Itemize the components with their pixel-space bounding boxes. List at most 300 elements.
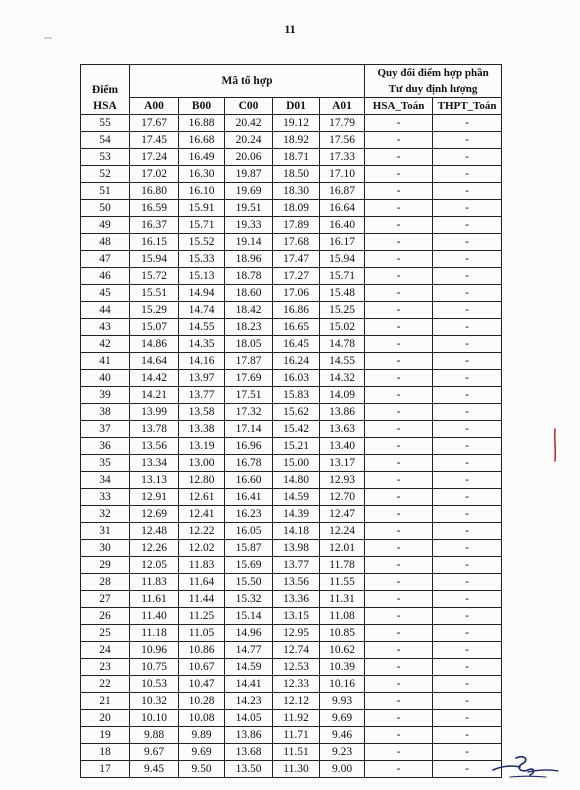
value-cell: 11.31: [320, 591, 365, 608]
value-cell: 15.29: [130, 302, 179, 319]
value-cell: 15.02: [320, 319, 365, 336]
value-cell: 16.80: [130, 183, 179, 200]
value-cell: 13.19: [179, 438, 225, 455]
table-row: [81, 353, 502, 370]
value-cell: 12.41: [179, 506, 225, 523]
value-cell: 12.48: [130, 523, 179, 540]
value-cell: -: [365, 319, 433, 336]
score-cell: 35: [81, 455, 130, 472]
value-cell: 16.45: [273, 336, 320, 353]
value-cell: 17.69: [225, 370, 273, 387]
value-cell: 16.05: [225, 523, 273, 540]
value-cell: 19.69: [225, 183, 273, 200]
value-cell: -: [365, 404, 433, 421]
score-cell: 23: [81, 659, 130, 676]
value-cell: 17.47: [273, 251, 320, 268]
value-cell: 17.33: [320, 149, 365, 166]
value-cell: 19.14: [225, 234, 273, 251]
value-cell: -: [365, 455, 433, 472]
score-cell: 47: [81, 251, 130, 268]
value-cell: -: [365, 574, 433, 591]
value-cell: 10.96: [130, 642, 179, 659]
value-cell: 15.32: [225, 591, 273, 608]
value-cell: -: [365, 149, 433, 166]
value-cell: -: [365, 608, 433, 625]
table-row: [81, 200, 502, 217]
value-cell: 13.86: [320, 404, 365, 421]
score-cell: 25: [81, 625, 130, 642]
score-cell: 40: [81, 370, 130, 387]
value-cell: 17.10: [320, 166, 365, 183]
value-cell: 15.07: [130, 319, 179, 336]
score-conversion-table: [80, 64, 502, 778]
value-cell: 15.94: [320, 251, 365, 268]
value-cell: 12.47: [320, 506, 365, 523]
value-cell: -: [365, 251, 433, 268]
value-cell: 13.15: [273, 608, 320, 625]
value-cell: 13.77: [179, 387, 225, 404]
page-number: 11: [284, 22, 296, 36]
value-cell: 13.78: [130, 421, 179, 438]
value-cell: 20.06: [225, 149, 273, 166]
table-row: [81, 625, 502, 642]
value-cell: -: [433, 200, 502, 217]
value-cell: 11.83: [179, 557, 225, 574]
value-cell: 10.16: [320, 676, 365, 693]
table-row: [81, 404, 502, 421]
value-cell: 15.00: [273, 455, 320, 472]
value-cell: -: [433, 166, 502, 183]
value-cell: 11.78: [320, 557, 365, 574]
table-row: [81, 387, 502, 404]
value-cell: 10.08: [179, 710, 225, 727]
value-cell: 16.49: [179, 149, 225, 166]
value-cell: 18.60: [225, 285, 273, 302]
score-cell: 41: [81, 353, 130, 370]
table-row: [81, 285, 502, 302]
value-cell: 17.79: [320, 115, 365, 132]
value-cell: -: [433, 421, 502, 438]
table-row: [81, 438, 502, 455]
value-cell: 17.06: [273, 285, 320, 302]
score-cell: 39: [81, 387, 130, 404]
value-cell: 15.50: [225, 574, 273, 591]
value-cell: -: [365, 132, 433, 149]
value-cell: 13.40: [320, 438, 365, 455]
score-cell: 27: [81, 591, 130, 608]
value-cell: -: [365, 234, 433, 251]
value-cell: 11.44: [179, 591, 225, 608]
score-cell: 28: [81, 574, 130, 591]
value-cell: 11.64: [179, 574, 225, 591]
value-cell: 15.14: [225, 608, 273, 625]
value-cell: -: [433, 132, 502, 149]
score-cell: 49: [81, 217, 130, 234]
table-row: [81, 523, 502, 540]
table-row: [81, 421, 502, 438]
value-cell: 18.50: [273, 166, 320, 183]
value-cell: 11.08: [320, 608, 365, 625]
value-cell: -: [365, 166, 433, 183]
value-cell: -: [365, 744, 433, 761]
value-cell: -: [433, 489, 502, 506]
value-cell: 14.35: [179, 336, 225, 353]
value-cell: 16.24: [273, 353, 320, 370]
table-row: [81, 234, 502, 251]
value-cell: 16.86: [273, 302, 320, 319]
value-cell: 16.65: [273, 319, 320, 336]
signature-mark: [490, 750, 560, 780]
value-cell: -: [433, 727, 502, 744]
value-cell: 9.69: [320, 710, 365, 727]
value-cell: 17.68: [273, 234, 320, 251]
value-cell: -: [433, 574, 502, 591]
value-cell: 15.51: [130, 285, 179, 302]
value-cell: 14.09: [320, 387, 365, 404]
value-cell: -: [365, 591, 433, 608]
value-cell: 9.69: [179, 744, 225, 761]
score-cell: 45: [81, 285, 130, 302]
value-cell: 17.27: [273, 268, 320, 285]
score-cell: 30: [81, 540, 130, 557]
value-cell: 13.68: [225, 744, 273, 761]
value-cell: 9.89: [179, 727, 225, 744]
scan-speck: [44, 37, 52, 39]
value-cell: 10.53: [130, 676, 179, 693]
value-cell: -: [433, 251, 502, 268]
value-cell: 15.83: [273, 387, 320, 404]
header-row-top: [81, 65, 502, 98]
column-header-b00: B00: [179, 98, 225, 115]
score-cell: 53: [81, 149, 130, 166]
value-cell: 16.40: [320, 217, 365, 234]
value-cell: 18.30: [273, 183, 320, 200]
value-cell: -: [365, 540, 433, 557]
value-cell: 13.63: [320, 421, 365, 438]
table-row: [81, 217, 502, 234]
score-cell: 54: [81, 132, 130, 149]
value-cell: -: [365, 625, 433, 642]
value-cell: 18.42: [225, 302, 273, 319]
value-cell: -: [433, 540, 502, 557]
value-cell: 15.87: [225, 540, 273, 557]
value-cell: -: [365, 642, 433, 659]
score-cell: 36: [81, 438, 130, 455]
value-cell: -: [433, 336, 502, 353]
score-cell: 37: [81, 421, 130, 438]
value-cell: -: [433, 234, 502, 251]
value-cell: 15.62: [273, 404, 320, 421]
table-row: [81, 744, 502, 761]
table-row: [81, 302, 502, 319]
table-row: [81, 149, 502, 166]
value-cell: -: [365, 183, 433, 200]
value-cell: 15.94: [130, 251, 179, 268]
table-row: [81, 319, 502, 336]
value-cell: 9.00: [320, 761, 365, 778]
value-cell: 13.50: [225, 761, 273, 778]
value-cell: -: [433, 710, 502, 727]
value-cell: 10.39: [320, 659, 365, 676]
score-header-line2: HSA: [93, 100, 117, 112]
value-cell: 13.99: [130, 404, 179, 421]
value-cell: 14.86: [130, 336, 179, 353]
value-cell: 10.32: [130, 693, 179, 710]
value-cell: 13.13: [130, 472, 179, 489]
value-cell: -: [433, 523, 502, 540]
value-cell: 18.96: [225, 251, 273, 268]
column-header-c00: C00: [225, 98, 273, 115]
score-header-line1: Điểm: [91, 84, 119, 96]
value-cell: -: [433, 183, 502, 200]
value-cell: -: [433, 438, 502, 455]
value-cell: -: [365, 557, 433, 574]
score-cell: 24: [81, 642, 130, 659]
value-cell: 17.89: [273, 217, 320, 234]
value-cell: 15.13: [179, 268, 225, 285]
value-cell: 16.17: [320, 234, 365, 251]
value-cell: 15.52: [179, 234, 225, 251]
table-row: [81, 591, 502, 608]
value-cell: 14.77: [225, 642, 273, 659]
score-cell: 52: [81, 166, 130, 183]
value-cell: 15.25: [320, 302, 365, 319]
value-cell: -: [433, 642, 502, 659]
value-cell: 19.87: [225, 166, 273, 183]
value-cell: 16.03: [273, 370, 320, 387]
value-cell: 12.22: [179, 523, 225, 540]
value-cell: 11.40: [130, 608, 179, 625]
value-cell: 13.98: [273, 540, 320, 557]
value-cell: -: [433, 149, 502, 166]
value-cell: -: [365, 115, 433, 132]
score-cell: 51: [81, 183, 130, 200]
value-cell: 12.02: [179, 540, 225, 557]
value-cell: 17.45: [130, 132, 179, 149]
value-cell: -: [433, 591, 502, 608]
value-cell: -: [433, 506, 502, 523]
value-cell: 12.61: [179, 489, 225, 506]
value-cell: 9.88: [130, 727, 179, 744]
value-cell: 10.28: [179, 693, 225, 710]
value-cell: 12.05: [130, 557, 179, 574]
value-cell: 13.38: [179, 421, 225, 438]
value-cell: -: [365, 710, 433, 727]
value-cell: 18.78: [225, 268, 273, 285]
value-cell: 10.86: [179, 642, 225, 659]
value-cell: 13.56: [130, 438, 179, 455]
value-cell: -: [433, 217, 502, 234]
value-cell: 16.23: [225, 506, 273, 523]
value-cell: 15.71: [320, 268, 365, 285]
value-cell: -: [365, 268, 433, 285]
value-cell: -: [433, 115, 502, 132]
value-cell: 14.78: [320, 336, 365, 353]
value-cell: -: [365, 676, 433, 693]
score-cell: 19: [81, 727, 130, 744]
value-cell: 17.51: [225, 387, 273, 404]
value-cell: 11.83: [130, 574, 179, 591]
table-row: [81, 761, 502, 778]
table-row: [81, 506, 502, 523]
value-cell: 12.24: [320, 523, 365, 540]
value-cell: 11.30: [273, 761, 320, 778]
score-cell: 38: [81, 404, 130, 421]
value-cell: 17.02: [130, 166, 179, 183]
value-cell: 13.56: [273, 574, 320, 591]
value-cell: 14.23: [225, 693, 273, 710]
value-cell: -: [433, 268, 502, 285]
value-cell: 16.64: [320, 200, 365, 217]
header-row-sub: [81, 98, 502, 115]
value-cell: 14.16: [179, 353, 225, 370]
score-cell: 33: [81, 489, 130, 506]
score-cell: 44: [81, 302, 130, 319]
value-cell: -: [433, 608, 502, 625]
value-cell: 18.71: [273, 149, 320, 166]
value-cell: 16.60: [225, 472, 273, 489]
score-cell: 26: [81, 608, 130, 625]
value-cell: 14.42: [130, 370, 179, 387]
table-row: [81, 251, 502, 268]
value-cell: 17.24: [130, 149, 179, 166]
value-cell: 15.42: [273, 421, 320, 438]
table-row: [81, 608, 502, 625]
value-cell: -: [433, 285, 502, 302]
value-cell: 15.72: [130, 268, 179, 285]
value-cell: 18.92: [273, 132, 320, 149]
value-cell: 13.97: [179, 370, 225, 387]
value-cell: -: [365, 506, 433, 523]
column-header-thpt-toan: THPT_Toán: [433, 98, 502, 115]
value-cell: 17.56: [320, 132, 365, 149]
value-cell: -: [433, 744, 502, 761]
value-cell: 16.68: [179, 132, 225, 149]
value-cell: -: [433, 302, 502, 319]
value-cell: 11.05: [179, 625, 225, 642]
score-cell: 32: [81, 506, 130, 523]
value-cell: 14.59: [225, 659, 273, 676]
value-cell: 12.70: [320, 489, 365, 506]
value-cell: 13.77: [273, 557, 320, 574]
value-cell: 12.01: [320, 540, 365, 557]
value-cell: 13.58: [179, 404, 225, 421]
table-row: [81, 693, 502, 710]
value-cell: -: [365, 285, 433, 302]
value-cell: 9.23: [320, 744, 365, 761]
value-cell: 9.45: [130, 761, 179, 778]
value-cell: 16.15: [130, 234, 179, 251]
value-cell: 15.33: [179, 251, 225, 268]
value-cell: 10.62: [320, 642, 365, 659]
value-cell: 13.17: [320, 455, 365, 472]
value-cell: 14.21: [130, 387, 179, 404]
value-cell: 16.87: [320, 183, 365, 200]
value-cell: 12.12: [273, 693, 320, 710]
value-cell: 19.12: [273, 115, 320, 132]
value-cell: 15.71: [179, 217, 225, 234]
value-cell: 14.05: [225, 710, 273, 727]
score-cell: 20: [81, 710, 130, 727]
value-cell: 15.48: [320, 285, 365, 302]
value-cell: -: [433, 625, 502, 642]
value-cell: 10.85: [320, 625, 365, 642]
column-header-hsa-toan: HSA_Toán: [365, 98, 433, 115]
column-header-a01: A01: [320, 98, 365, 115]
score-cell: 55: [81, 115, 130, 132]
value-cell: -: [365, 489, 433, 506]
value-cell: 13.34: [130, 455, 179, 472]
score-cell: 31: [81, 523, 130, 540]
value-cell: 19.51: [225, 200, 273, 217]
value-cell: 16.37: [130, 217, 179, 234]
table-row: [81, 489, 502, 506]
table-row: [81, 727, 502, 744]
value-cell: 16.41: [225, 489, 273, 506]
value-cell: -: [365, 472, 433, 489]
value-cell: 12.53: [273, 659, 320, 676]
table-row: [81, 115, 502, 132]
value-cell: 18.09: [273, 200, 320, 217]
table-row: [81, 574, 502, 591]
value-cell: -: [365, 421, 433, 438]
value-cell: 12.93: [320, 472, 365, 489]
value-cell: -: [365, 438, 433, 455]
score-cell: 17: [81, 761, 130, 778]
value-cell: 10.47: [179, 676, 225, 693]
value-cell: -: [365, 336, 433, 353]
score-cell: 18: [81, 744, 130, 761]
value-cell: -: [365, 523, 433, 540]
table-row: [81, 676, 502, 693]
value-cell: 12.26: [130, 540, 179, 557]
value-cell: -: [433, 676, 502, 693]
table-row: [81, 132, 502, 149]
table-row: [81, 166, 502, 183]
value-cell: 20.42: [225, 115, 273, 132]
value-cell: -: [433, 387, 502, 404]
table-row: [81, 268, 502, 285]
value-cell: 11.51: [273, 744, 320, 761]
value-cell: 19.33: [225, 217, 273, 234]
score-cell: 34: [81, 472, 130, 489]
table-row: [81, 642, 502, 659]
value-cell: 13.00: [179, 455, 225, 472]
value-cell: 15.69: [225, 557, 273, 574]
value-cell: 15.21: [273, 438, 320, 455]
value-cell: -: [365, 302, 433, 319]
table-body: [81, 115, 502, 778]
value-cell: 14.41: [225, 676, 273, 693]
value-cell: -: [365, 217, 433, 234]
value-cell: 20.24: [225, 132, 273, 149]
value-cell: 11.25: [179, 608, 225, 625]
value-cell: 18.05: [225, 336, 273, 353]
value-cell: 18.23: [225, 319, 273, 336]
value-cell: -: [433, 319, 502, 336]
value-cell: -: [433, 659, 502, 676]
value-cell: 15.91: [179, 200, 225, 217]
value-cell: 12.33: [273, 676, 320, 693]
value-cell: 14.59: [273, 489, 320, 506]
value-cell: 17.87: [225, 353, 273, 370]
value-cell: 14.32: [320, 370, 365, 387]
score-cell: 42: [81, 336, 130, 353]
value-cell: 9.67: [130, 744, 179, 761]
value-cell: -: [433, 557, 502, 574]
value-cell: 12.74: [273, 642, 320, 659]
combination-group-header: Mã tổ hợp: [130, 65, 365, 98]
